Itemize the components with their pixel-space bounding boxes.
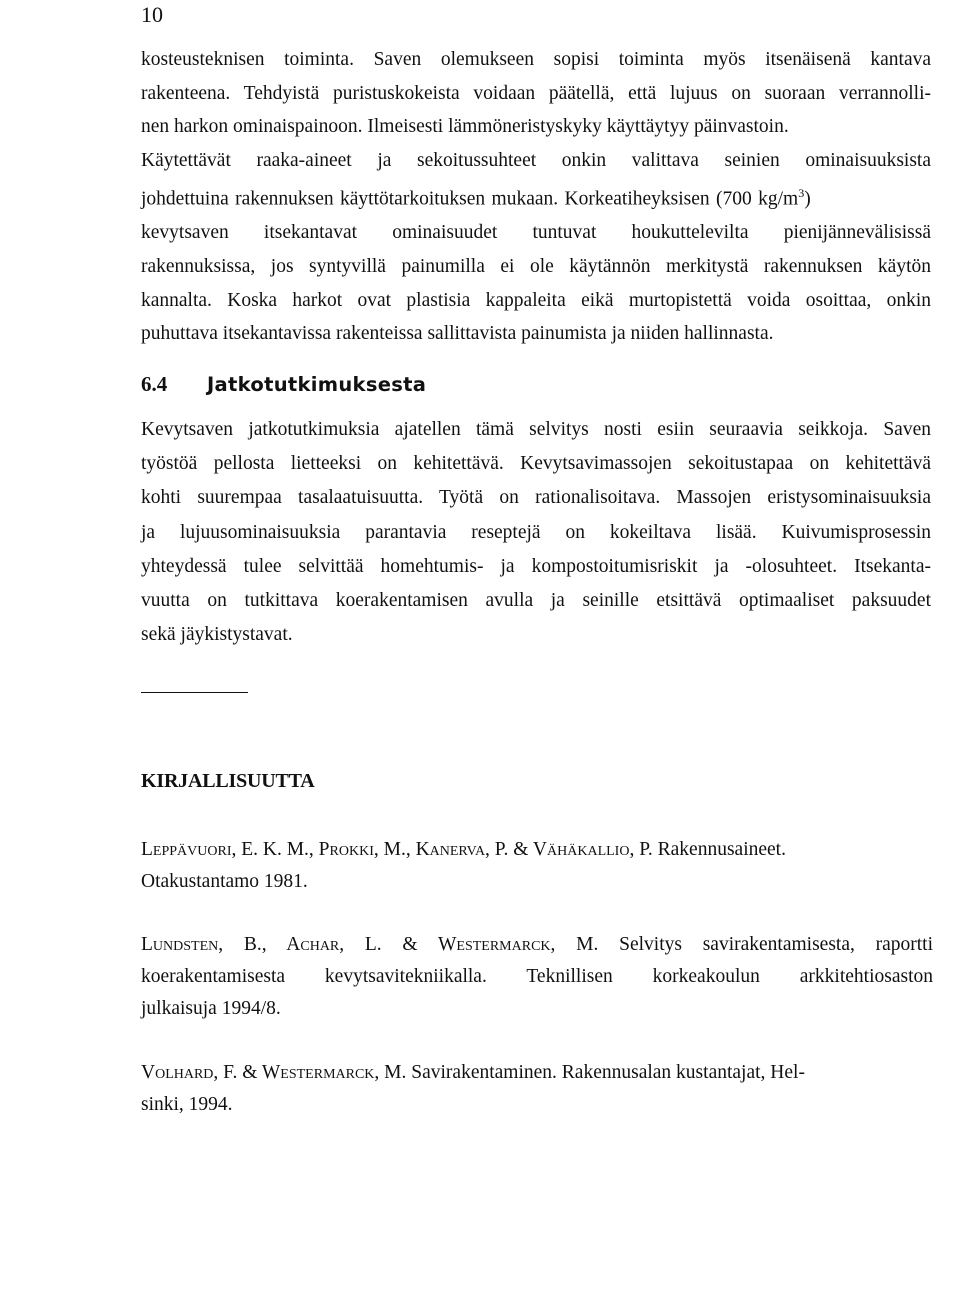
page-number: 10	[141, 2, 163, 27]
section-heading	[141, 370, 426, 399]
reference-line: koerakentamisesta kevytsavitekniikalla. Teknillisen korkeakoulun arkkitehtiosaston	[141, 966, 933, 987]
text-line: puhuttava itsekantavissa rakenteissa sallittavista painumista ja niiden hallinnasta.	[141, 323, 774, 345]
reference-entry	[141, 929, 933, 1025]
text-line: yhteydessä tulee selvittää homehtumis- ja kompostoitumisriskit ja -olosuhteet. Itsekanta-	[141, 555, 931, 577]
text-segment: johdettuina rakennuksen käyttötarkoituksen mukaan. Korkeatiheyksisen (700 kg/m	[141, 188, 799, 210]
text-line: työstöä pellosta lietteeksi on kehitettävä. Kevytsavimassojen sekoitustapaa on kehitettävä	[141, 453, 931, 475]
reference-authors: Leppävuori, E. K. M., Prokki, M., Kanerva, P. & Vähäkallio, P.	[141, 839, 653, 860]
reference-text: Savirakentaminen. Rakennusalan kustantajat, Hel-	[406, 1062, 805, 1083]
text-segment: )	[804, 188, 811, 210]
text-line: Käytettävät raaka-aineet ja sekoitussuhteet onkin valittava seinien ominaisuuksista	[141, 149, 931, 171]
reference-entry	[141, 1057, 941, 1121]
reference-line: julkaisuja 1994/8.	[141, 998, 281, 1019]
text-line: kohti suurempaa tasalaatuisuutta. Työtä on rationalisoitava. Massojen eristysominaisuuksia	[141, 487, 931, 509]
section-number: 6.4	[141, 372, 168, 396]
horizontal-rule	[141, 692, 248, 693]
text-line: Kevytsaven jatkotutkimuksia ajatellen tämä selvitys nosti esiin seuraavia seikkoja. Saven	[141, 419, 931, 440]
reference-entry	[141, 834, 941, 898]
reference-line: sinki, 1994.	[141, 1094, 233, 1115]
reference-line: Otakustantamo 1981.	[141, 871, 308, 892]
section-title: Jatkotutkimuksesta	[207, 373, 427, 396]
text-line: kannalta. Koska harkot ovat plastisia kappaleita eikä murtopistettä voida osoittaa, onkin	[141, 289, 931, 311]
text-line: sekä jäykistystavat.	[141, 624, 293, 646]
body-paragraph-top	[141, 43, 931, 351]
text-line: vuutta on tutkittava koerakentamisen avulla ja seinille etsittävä optimaaliset paksuudet	[141, 590, 931, 612]
reference-line	[141, 929, 933, 961]
superscript: 3	[798, 186, 805, 201]
reference-text: Selvitys savirakentamisesta, raportti	[598, 934, 934, 955]
reference-authors: Volhard, F. & Westermarck, M.	[141, 1062, 407, 1083]
text-line: rakenteena. Tehdyistä puristuskokeista voidaan päätellä, että lujuus on suoraan verrannolli-	[141, 82, 931, 104]
body-paragraph-jatko	[141, 413, 931, 652]
text-line-with-superscript	[141, 177, 931, 216]
reference-line	[141, 1057, 941, 1089]
reference-line	[141, 834, 941, 866]
text-line: ja lujuusominaisuuksia parantavia reseptejä on kokeiltava lisää. Kuivumisprosessin	[141, 521, 931, 543]
literature-heading: KIRJALLISUUTTA	[141, 770, 315, 792]
text-line: kosteusteknisen toiminta. Saven olemukseen sopisi toiminta myös itsenäisenä kantava	[141, 49, 931, 70]
reference-text: Rakennusaineet.	[652, 839, 786, 860]
text-line: rakennuksissa, jos syntyvillä painumilla ei ole käytännön merkitystä rakennuksen käytön	[141, 256, 931, 278]
text-line: nen harkon ominaispainoon. Ilmeisesti lämmöneristyskyky käyttäytyy päinvastoin.	[141, 116, 789, 138]
reference-authors: Lundsten, B., Achar, L. & Westermarck, M.	[141, 934, 599, 955]
text-line: kevytsaven itsekantavat ominaisuudet tuntuvat houkuttelevilta pienijännevälisissä	[141, 222, 931, 244]
